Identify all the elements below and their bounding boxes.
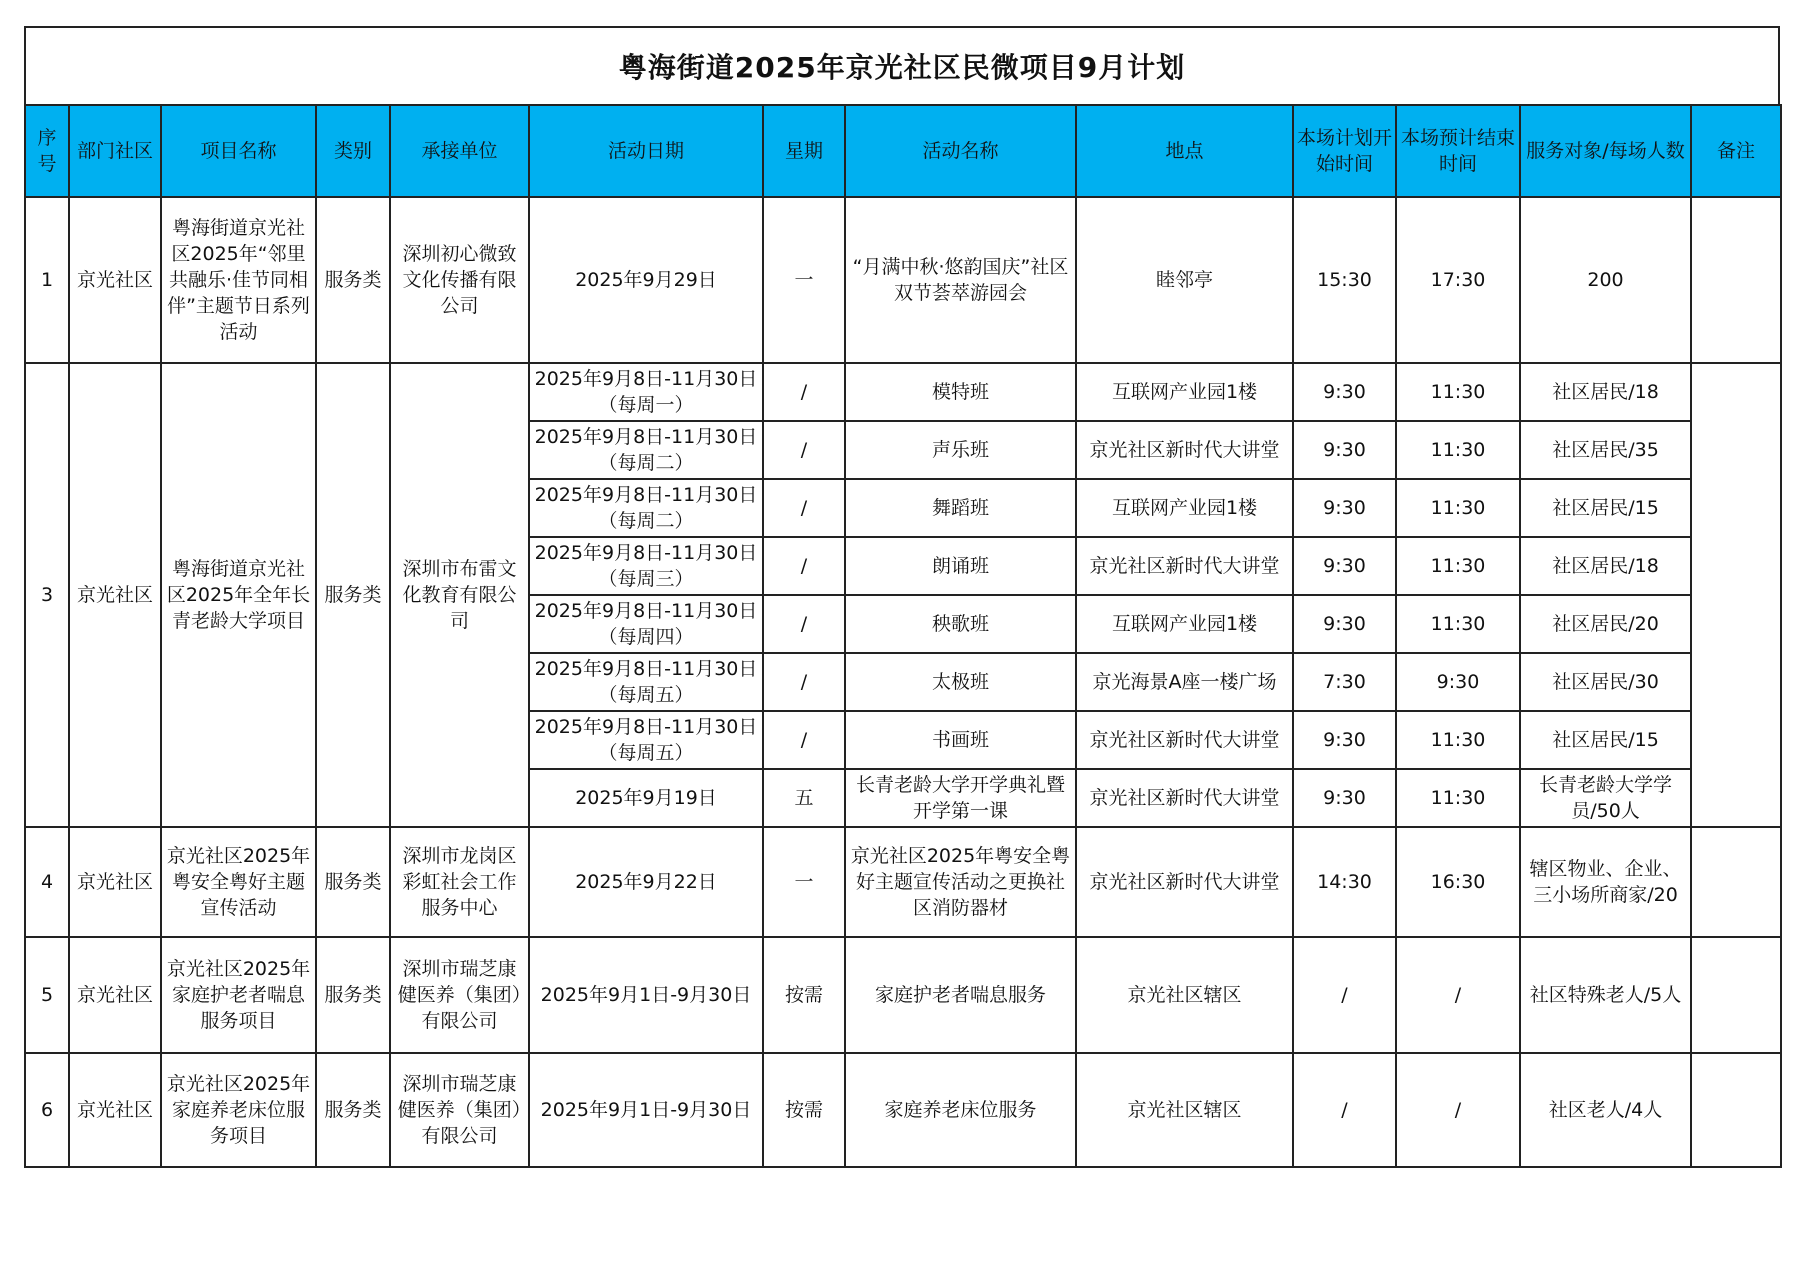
cell-weekday: 按需	[763, 1053, 845, 1167]
cell-category: 服务类	[316, 937, 390, 1053]
cell-place: 京光海景A座一楼广场	[1076, 653, 1293, 711]
cell-contractor: 深圳市瑞芝康健医养（集团）有限公司	[390, 937, 529, 1053]
cell-dept: 京光社区	[69, 1053, 161, 1167]
cell-date: 2025年9月8日-11月30日（每周四）	[529, 595, 763, 653]
table-row	[25, 1053, 1781, 1167]
cell-activity: 家庭护老者喘息服务	[845, 937, 1076, 1053]
cell-end: 11:30	[1396, 595, 1520, 653]
cell-weekday: /	[763, 537, 845, 595]
cell-activity: 舞蹈班	[845, 479, 1076, 537]
cell-project: 京光社区2025年粤安全粤好主题宣传活动	[161, 827, 316, 937]
cell-date: 2025年9月8日-11月30日（每周二）	[529, 421, 763, 479]
cell-target: 社区居民/15	[1520, 711, 1691, 769]
cell-place: 睦邻亭	[1076, 197, 1293, 363]
cell-start: 15:30	[1293, 197, 1396, 363]
cell-date: 2025年9月1日-9月30日	[529, 937, 763, 1053]
cell-end: 11:30	[1396, 537, 1520, 595]
cell-target: 社区老人/4人	[1520, 1053, 1691, 1167]
cell-target: 社区居民/15	[1520, 479, 1691, 537]
cell-weekday: 一	[763, 197, 845, 363]
cell-start: /	[1293, 1053, 1396, 1167]
cell-activity: 声乐班	[845, 421, 1076, 479]
cell-place: 京光社区辖区	[1076, 1053, 1293, 1167]
cell-place: 京光社区新时代大讲堂	[1076, 769, 1293, 827]
cell-date: 2025年9月8日-11月30日（每周五）	[529, 711, 763, 769]
cell-activity: 长青老龄大学开学典礼暨开学第一课	[845, 769, 1076, 827]
cell-project: 粤海街道京光社区2025年“邻里共融乐·佳节同相伴”主题节日系列活动	[161, 197, 316, 363]
cell-no: 5	[25, 937, 69, 1053]
cell-contractor: 深圳市布雷文化教育有限公司	[390, 363, 529, 827]
cell-dept: 京光社区	[69, 937, 161, 1053]
header-end: 本场预计结束时间	[1396, 105, 1520, 197]
table-row	[25, 363, 1781, 421]
cell-target: 社区居民/35	[1520, 421, 1691, 479]
cell-end: 11:30	[1396, 421, 1520, 479]
cell-target: 社区居民/20	[1520, 595, 1691, 653]
cell-target: 社区居民/18	[1520, 363, 1691, 421]
cell-note	[1691, 937, 1781, 1053]
cell-no: 3	[25, 363, 69, 827]
cell-end: 11:30	[1396, 363, 1520, 421]
cell-project: 京光社区2025年家庭养老床位服务项目	[161, 1053, 316, 1167]
cell-note	[1691, 197, 1781, 363]
cell-date: 2025年9月22日	[529, 827, 763, 937]
cell-start: /	[1293, 937, 1396, 1053]
cell-date: 2025年9月8日-11月30日（每周二）	[529, 479, 763, 537]
header-row	[25, 105, 1781, 197]
cell-end: 11:30	[1396, 769, 1520, 827]
cell-place: 京光社区新时代大讲堂	[1076, 421, 1293, 479]
cell-place: 京光社区辖区	[1076, 937, 1293, 1053]
cell-contractor: 深圳市瑞芝康健医养（集团）有限公司	[390, 1053, 529, 1167]
cell-target: 辖区物业、企业、三小场所商家/20	[1520, 827, 1691, 937]
cell-place: 互联网产业园1楼	[1076, 363, 1293, 421]
document-title: 粤海街道2025年京光社区民微项目9月计划	[24, 26, 1780, 104]
cell-date: 2025年9月29日	[529, 197, 763, 363]
cell-weekday: 五	[763, 769, 845, 827]
cell-end: /	[1396, 937, 1520, 1053]
cell-activity: 家庭养老床位服务	[845, 1053, 1076, 1167]
cell-date: 2025年9月8日-11月30日（每周三）	[529, 537, 763, 595]
cell-start: 9:30	[1293, 363, 1396, 421]
header-contractor: 承接单位	[390, 105, 529, 197]
cell-dept: 京光社区	[69, 197, 161, 363]
cell-end: 11:30	[1396, 711, 1520, 769]
cell-end: 9:30	[1396, 653, 1520, 711]
table-row	[25, 827, 1781, 937]
header-date: 活动日期	[529, 105, 763, 197]
cell-place: 京光社区新时代大讲堂	[1076, 537, 1293, 595]
cell-target: 社区居民/18	[1520, 537, 1691, 595]
cell-target: 长青老龄大学学员/50人	[1520, 769, 1691, 827]
header-weekday: 星期	[763, 105, 845, 197]
cell-start: 14:30	[1293, 827, 1396, 937]
cell-start: 9:30	[1293, 769, 1396, 827]
cell-weekday: /	[763, 653, 845, 711]
cell-activity: 京光社区2025年粤安全粤好主题宣传活动之更换社区消防器材	[845, 827, 1076, 937]
cell-no: 4	[25, 827, 69, 937]
header-no: 序号	[25, 105, 69, 197]
cell-weekday: /	[763, 595, 845, 653]
cell-end: 16:30	[1396, 827, 1520, 937]
cell-place: 互联网产业园1楼	[1076, 595, 1293, 653]
cell-activity: “月满中秋·悠韵国庆”社区双节荟萃游园会	[845, 197, 1076, 363]
cell-activity: 太极班	[845, 653, 1076, 711]
cell-date: 2025年9月8日-11月30日（每周五）	[529, 653, 763, 711]
cell-activity: 朗诵班	[845, 537, 1076, 595]
cell-category: 服务类	[316, 197, 390, 363]
cell-place: 互联网产业园1楼	[1076, 479, 1293, 537]
cell-note	[1691, 827, 1781, 937]
cell-weekday: /	[763, 421, 845, 479]
cell-note	[1691, 1053, 1781, 1167]
cell-start: 7:30	[1293, 653, 1396, 711]
cell-activity: 模特班	[845, 363, 1076, 421]
cell-project: 粤海街道京光社区2025年全年长青老龄大学项目	[161, 363, 316, 827]
cell-end: 11:30	[1396, 479, 1520, 537]
plan-sheet	[24, 26, 1780, 1168]
cell-date: 2025年9月8日-11月30日（每周一）	[529, 363, 763, 421]
cell-target: 社区居民/30	[1520, 653, 1691, 711]
cell-place: 京光社区新时代大讲堂	[1076, 711, 1293, 769]
cell-no: 6	[25, 1053, 69, 1167]
cell-weekday: 一	[763, 827, 845, 937]
cell-end: 17:30	[1396, 197, 1520, 363]
header-dept: 部门社区	[69, 105, 161, 197]
header-category: 类别	[316, 105, 390, 197]
cell-start: 9:30	[1293, 421, 1396, 479]
cell-activity: 秧歌班	[845, 595, 1076, 653]
cell-category: 服务类	[316, 363, 390, 827]
header-target: 服务对象/每场人数	[1520, 105, 1691, 197]
cell-start: 9:30	[1293, 711, 1396, 769]
table-row	[25, 197, 1781, 363]
table-row	[25, 937, 1781, 1053]
header-place: 地点	[1076, 105, 1293, 197]
cell-start: 9:30	[1293, 479, 1396, 537]
header-note: 备注	[1691, 105, 1781, 197]
cell-weekday: 按需	[763, 937, 845, 1053]
cell-date: 2025年9月1日-9月30日	[529, 1053, 763, 1167]
cell-place: 京光社区新时代大讲堂	[1076, 827, 1293, 937]
cell-weekday: /	[763, 363, 845, 421]
cell-note	[1691, 363, 1781, 827]
cell-contractor: 深圳市龙岗区彩虹社会工作服务中心	[390, 827, 529, 937]
cell-start: 9:30	[1293, 595, 1396, 653]
cell-contractor: 深圳初心微致文化传播有限公司	[390, 197, 529, 363]
cell-no: 1	[25, 197, 69, 363]
header-activity: 活动名称	[845, 105, 1076, 197]
cell-project: 京光社区2025年家庭护老者喘息服务项目	[161, 937, 316, 1053]
cell-start: 9:30	[1293, 537, 1396, 595]
cell-target: 社区特殊老人/5人	[1520, 937, 1691, 1053]
cell-dept: 京光社区	[69, 363, 161, 827]
cell-category: 服务类	[316, 827, 390, 937]
plan-table	[24, 104, 1782, 1168]
cell-target: 200	[1520, 197, 1691, 363]
cell-weekday: /	[763, 711, 845, 769]
cell-weekday: /	[763, 479, 845, 537]
cell-end: /	[1396, 1053, 1520, 1167]
cell-dept: 京光社区	[69, 827, 161, 937]
header-start: 本场计划开始时间	[1293, 105, 1396, 197]
cell-date: 2025年9月19日	[529, 769, 763, 827]
cell-activity: 书画班	[845, 711, 1076, 769]
header-project: 项目名称	[161, 105, 316, 197]
cell-category: 服务类	[316, 1053, 390, 1167]
